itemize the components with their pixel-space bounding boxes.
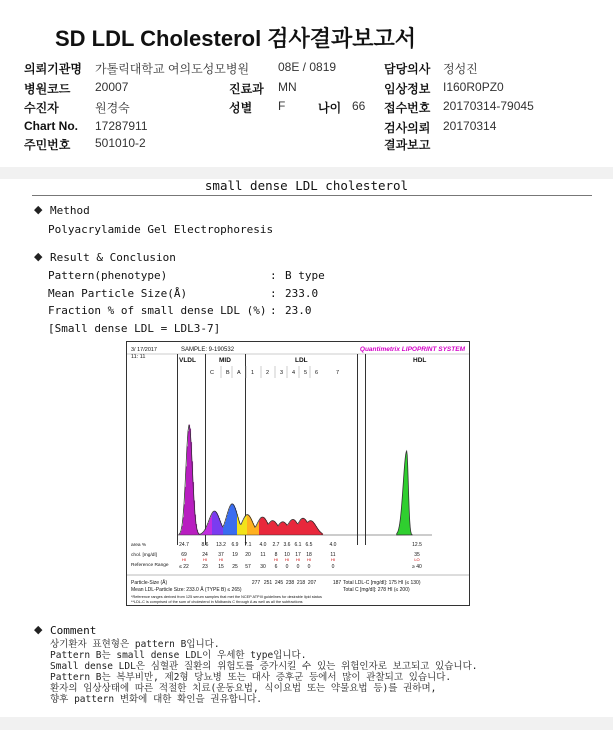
resident-label: 주민번호 [24, 138, 71, 152]
curve-slice [224, 525, 225, 535]
curve-slice [217, 514, 218, 535]
curve-slice [209, 520, 210, 535]
curve-slice [212, 513, 213, 535]
receipt-value: 20170314-79045 [443, 99, 534, 113]
doctor-label: 담당의사 [384, 62, 431, 76]
ref-value: 23 [202, 564, 208, 570]
band-label-B: B [226, 370, 230, 376]
area-value: 7.1 [244, 542, 252, 548]
result-heading: Result & Conclusion [50, 251, 176, 264]
band-label-2: 2 [266, 370, 270, 376]
curve-slice [215, 511, 216, 535]
band-label-C: C [210, 370, 214, 376]
curve-slice [243, 520, 244, 535]
curve-slice [235, 508, 236, 535]
curve-slice [247, 515, 248, 535]
curve-slice [189, 425, 190, 535]
dept-label: 진료과 [229, 82, 264, 96]
chol-value: 69 [181, 552, 187, 558]
curve-slice [310, 521, 311, 535]
curve-slice [296, 522, 297, 535]
curve-slice [285, 523, 286, 535]
curve-slice [184, 504, 185, 535]
curve-slice [234, 506, 235, 535]
curve-slice [226, 518, 227, 535]
ref-value: 0 [285, 564, 289, 570]
particle-size-label: Mean Particle Size(Å) [48, 287, 188, 300]
curve-slice [204, 531, 205, 535]
curve-slice [264, 518, 265, 535]
code-label: 병원코드 [24, 82, 71, 96]
curve-slice [206, 528, 207, 535]
curve-slice [297, 523, 298, 535]
chol-value: 19 [232, 552, 238, 558]
curve-slice [240, 524, 241, 535]
curve-slice [290, 521, 291, 535]
clinical-label: 임상정보 [384, 82, 431, 96]
curve-slice [275, 522, 276, 535]
report-title: SD LDL Cholesterol 검사결과보고서 [55, 26, 417, 51]
pattern-value: B type [285, 269, 325, 282]
band-label-5: 5 [304, 370, 308, 376]
hdl-value: 35 [414, 552, 420, 558]
chol-value: 24 [202, 552, 208, 558]
patient-label: 수진자 [24, 101, 59, 115]
curve-slice [188, 431, 189, 535]
hdl-value: 12.5 [412, 542, 422, 548]
curve-slice [294, 520, 295, 535]
curve-slice [242, 522, 243, 535]
curve-slice [210, 518, 211, 535]
curve-slice [301, 519, 302, 535]
row-label: area % [131, 543, 147, 548]
electrophoresis-curve [179, 425, 322, 535]
curve-slice [231, 504, 232, 535]
flag-hi: HI [182, 557, 186, 562]
curve-slice [291, 520, 292, 535]
zone-ldl: LDL [295, 357, 308, 364]
chol-value: 20 [245, 552, 251, 558]
ref-value: 0 [331, 564, 335, 570]
curve-slice [260, 519, 261, 535]
flag-lo: LO [414, 557, 420, 562]
receipt-label: 접수번호 [384, 101, 431, 115]
age-value: 66 [352, 99, 366, 113]
chol-value: 10 [284, 552, 290, 558]
clinical-value: I160R0PZ0 [443, 80, 504, 94]
curve-slice [255, 527, 256, 535]
area-value: 6.9 [231, 542, 239, 548]
curve-slice [313, 522, 314, 535]
lipoprint-chart [126, 341, 470, 606]
particle-size-value: 245 [274, 580, 284, 586]
curve-slice [278, 526, 279, 535]
chol-value: 37 [218, 552, 224, 558]
method-bullet-icon: ◆ [34, 204, 43, 216]
curve-slice [182, 526, 183, 535]
curve-slice [304, 518, 305, 535]
zone-vldl: VLDL [179, 357, 196, 364]
curve-slice [298, 524, 299, 535]
ref-value: 15 [218, 564, 224, 570]
fraction-value: 23.0 [285, 304, 312, 317]
curve-slice [302, 518, 303, 535]
area-value: 4.0 [259, 542, 267, 548]
curve-slice [263, 517, 264, 535]
curve-slice [257, 524, 258, 535]
curve-slice [207, 525, 208, 535]
band-label-4: 4 [292, 370, 296, 376]
curve-slice [292, 520, 293, 535]
particle-size-value: 238 [285, 580, 295, 586]
hospital-label: 의뢰기관명 [24, 62, 82, 76]
chart-sample: SAMPLE: 9-190532 [181, 347, 235, 353]
flag-hi: HI [331, 557, 335, 562]
curve-slice [229, 508, 230, 535]
curve-slice [258, 522, 259, 535]
curve-slice [282, 522, 283, 535]
method-text: Polyacrylamide Gel Electrophoresis [48, 223, 274, 236]
curve-slice [283, 522, 284, 535]
zone-hdl: HDL [413, 357, 427, 364]
curve-slice [230, 506, 231, 535]
band-label-3: 3 [280, 370, 284, 376]
curve-slice [213, 512, 214, 535]
code-value: 20007 [95, 80, 129, 94]
curve-slice [223, 527, 224, 535]
curve-slice [208, 523, 209, 535]
zone-mid: MID [219, 357, 231, 364]
curve-slice [185, 487, 186, 535]
curve-slice [295, 521, 296, 535]
ref-value: ≤ 22 [179, 564, 189, 570]
flag-hi: HI [285, 557, 289, 562]
area-value: 2.7 [272, 542, 280, 548]
curve-slice [248, 515, 249, 535]
hdl-peak [397, 451, 413, 535]
curve-slice [308, 522, 309, 535]
curve-slice [284, 522, 285, 535]
comment-line: Small dense LDL은 심혈관 질환의 위험도를 증가시킬 수 있는 위험인자로 보고되고 있습니다. [50, 661, 478, 672]
curve-slice [273, 521, 274, 535]
curve-slice [246, 515, 247, 535]
ref-value: 25 [232, 564, 238, 570]
curve-slice [287, 525, 288, 535]
curve-slice [262, 517, 263, 535]
result-bullet-icon: ◆ [34, 251, 43, 263]
curve-slice [288, 524, 289, 535]
curve-slice [245, 516, 246, 535]
particle-size-value: 233.0 [285, 287, 319, 300]
curve-slice [241, 524, 242, 535]
curve-slice [233, 504, 234, 535]
band-label-1: 1 [251, 370, 255, 376]
patient-value: 원경숙 [95, 101, 130, 115]
flag-hi: HI [296, 557, 300, 562]
pattern-colon: : [270, 269, 277, 282]
curve-slice [211, 515, 212, 535]
curve-slice [311, 521, 312, 535]
sex-label: 성별 [229, 101, 253, 115]
sex-value: F [278, 99, 286, 113]
chol-value: 11 [260, 552, 266, 558]
curve-slice [299, 522, 300, 535]
ref-value: 0 [296, 564, 300, 570]
chart-footnote-1: *Reference ranges derived from 125 serum samples that met the NCEP ATPIII guidelines for desirable lipid status [131, 595, 322, 599]
comment-line: Pattern B는 복부비만, 제2형 당뇨병 또는 대사 증후군 등에서 많이 관찰되고 있습니다. [50, 672, 452, 683]
curve-slice [274, 521, 275, 535]
curve-slice [272, 521, 273, 535]
curve-slice [216, 512, 217, 535]
curve-slice [303, 518, 304, 535]
band-label-A: A [237, 370, 241, 376]
flag-hi: HI [203, 557, 207, 562]
curve-slice [259, 520, 260, 535]
curve-slice [312, 521, 313, 535]
request-label: 검사의뢰 [384, 121, 431, 135]
band-label-6: 6 [315, 370, 319, 376]
particle-size-value: 277 [251, 580, 261, 586]
curve-slice [187, 446, 188, 535]
chol-value: 8 [274, 552, 278, 558]
particle-size-value: 207 [307, 580, 317, 586]
comment-line: 환자의 임상상태에 따른 적절한 치료(운동요법, 식이요법 또는 약물요법 등)를 권하며, [50, 683, 437, 694]
flag-hi: HI [274, 557, 278, 562]
chart-date: 3/ 17/2017 [131, 347, 157, 353]
area-value: 13.2 [216, 542, 226, 548]
flag-hi: HI [219, 557, 223, 562]
area-value: 6.1 [294, 542, 302, 548]
curve-slice [270, 522, 271, 535]
curve-slice [309, 521, 310, 535]
mean-size-text: Mean LDL-Particle Size: 233.0 Å (TYPE B) ≤ 265) [131, 587, 242, 593]
footer-band [0, 717, 613, 730]
method-heading: Method [50, 204, 90, 217]
curve-slice [244, 518, 245, 535]
age-label: 나이 [318, 101, 342, 115]
curve-slice [183, 517, 184, 535]
area-value: 4.0 [329, 542, 337, 548]
curve-slice [203, 532, 204, 535]
comment-line: Pattern B는 small dense LDL이 우세한 type입니다. [50, 650, 307, 661]
comment-body [50, 639, 477, 705]
curve-slice [261, 518, 262, 535]
chol-value: 17 [295, 552, 301, 558]
section-underline [32, 195, 592, 196]
chart-footnote-2: **LDL-C is comprised of the sum of cholesterol in Midbands C through A as well as all the subfractions [131, 600, 303, 604]
curve-slice [232, 504, 233, 535]
section-title: small dense LDL cholesterol [204, 178, 409, 193]
curve-slice [293, 519, 294, 535]
ref-value: 6 [274, 564, 278, 570]
result-report-label: 결과보고 [384, 138, 431, 152]
row-label: Reference Range [131, 563, 169, 568]
hdl-value: ≥ 40 [412, 564, 422, 570]
chart-title: Quantimetrix LIPOPRINT SYSTEM [359, 346, 465, 353]
comment-line: 향후 pattern 변화에 대한 확인을 권유합니다. [50, 694, 263, 705]
curve-slice [289, 523, 290, 535]
definition-text: [Small dense LDL = LDL3-7] [48, 322, 221, 335]
particle-size-colon: : [270, 287, 277, 300]
curve-slice [228, 511, 229, 535]
curve-slice [306, 521, 307, 535]
area-value: 6.5 [305, 542, 313, 548]
pattern-label: Pattern(phenotype) [48, 269, 168, 282]
hospital-value: 가톨릭대학교 여의도성모병원 [95, 62, 250, 76]
ref-value: 0 [307, 564, 311, 570]
comment-bullet-icon: ◆ [34, 624, 43, 636]
curve-slice [186, 466, 187, 535]
ref-value: 57 [245, 564, 251, 570]
ward-value: 08E / 0819 [278, 60, 337, 74]
curve-slice [280, 523, 281, 535]
curve-slice [205, 529, 206, 535]
band-label-7: 7 [336, 370, 340, 376]
curve-slice [225, 522, 226, 535]
curve-slice [305, 519, 306, 535]
comment-line: 상기환자 표현형은 pattern B입니다. [50, 639, 220, 650]
curve-slice [249, 516, 250, 535]
curve-slice [279, 525, 280, 535]
chol-value: 11 [330, 552, 336, 558]
row-label: chol. [mg/dl] [131, 553, 157, 558]
total-ldl-text: Total LDL-C [mg/dl]: 175 HI (≤ 130) [343, 580, 421, 586]
curve-slice [269, 523, 270, 535]
area-value: 24.7 [179, 542, 189, 548]
chol-value: 18 [306, 552, 312, 558]
doctor-value: 정성진 [443, 62, 478, 76]
curve-slice [227, 515, 228, 535]
curve-slice [307, 522, 308, 535]
particle-size-value: 187 [332, 580, 342, 586]
curve-slice [281, 522, 282, 535]
curve-slice [265, 519, 266, 535]
particle-size-value: 251 [263, 580, 273, 586]
comment-heading: Comment [50, 624, 97, 637]
curve-slice [256, 526, 257, 535]
area-value: 8.6 [201, 542, 209, 548]
particle-size-row-label: Particle-Size (Å) [131, 580, 168, 586]
curve-slice [268, 524, 269, 535]
request-value: 20170314 [443, 119, 497, 133]
curve-slice [214, 511, 215, 535]
total-c-text: Total C [mg/dl]: 278 HI (≤ 200) [343, 587, 410, 593]
fraction-label: Fraction % of small dense LDL (%) [48, 304, 267, 317]
flag-hi: HI [307, 557, 311, 562]
dept-value: MN [278, 80, 297, 94]
chart-no-value: 17287911 [95, 119, 148, 133]
ref-value: 30 [260, 564, 266, 570]
fraction-colon: : [270, 304, 277, 317]
area-value: 3.6 [283, 542, 291, 548]
chart-no-label: Chart No. [24, 119, 78, 133]
curve-slice [250, 517, 251, 535]
chart-time: 11: 11 [131, 354, 146, 360]
particle-size-value: 218 [296, 580, 306, 586]
resident-value: 501010-2 [95, 136, 146, 150]
curve-slice [271, 521, 272, 535]
curve-slice [300, 520, 301, 535]
